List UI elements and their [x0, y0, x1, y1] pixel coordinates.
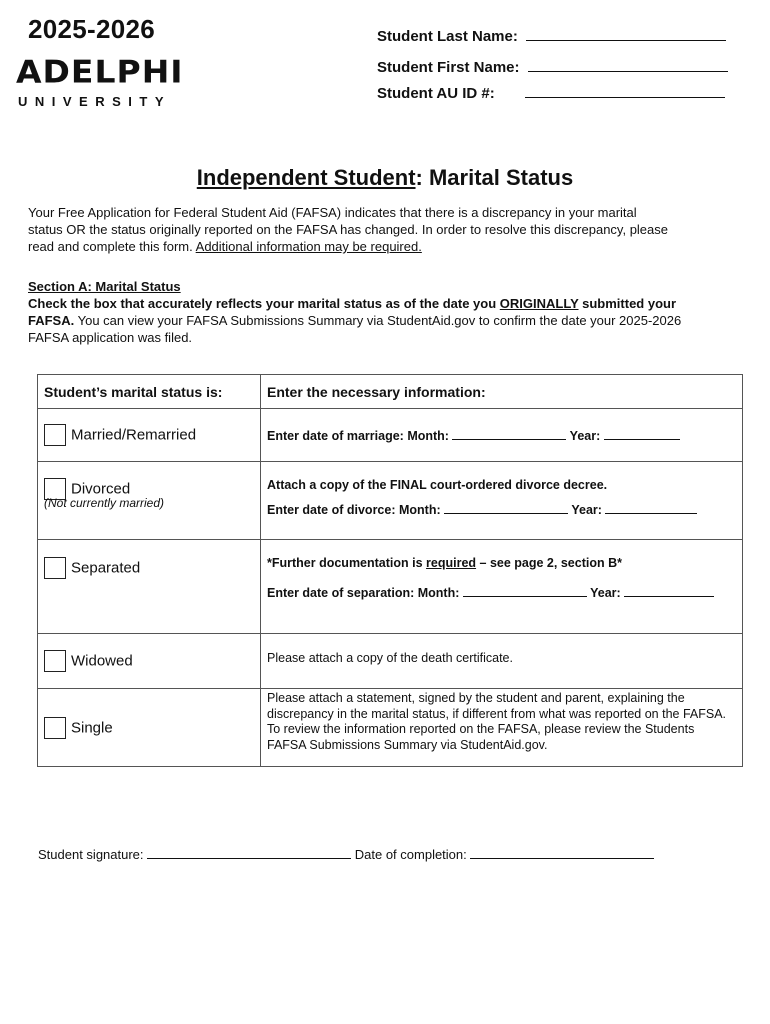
row-separated — [38, 540, 743, 634]
university-logo-subtitle: UNIVERSITY — [18, 94, 172, 109]
separated-month-label: Enter date of separation: Month: — [267, 586, 463, 600]
divorced-month-label: Enter date of divorce: Month: — [267, 503, 445, 517]
married-checkbox[interactable] — [44, 424, 66, 446]
intro-paragraph — [28, 204, 668, 255]
single-checkbox[interactable] — [44, 717, 66, 739]
divorced-year-label: Year: — [568, 503, 606, 517]
divorced-label: Divorced — [71, 480, 131, 498]
married-month-input[interactable] — [452, 427, 566, 440]
date-label: Date of completion: — [351, 847, 471, 862]
intro-text: Your Free Application for Federal Student Aid (FAFSA) indicates that there is a discrepancy in your marital status OR the status originally reported on the FAFSA has changed. In order to resolve this discrepancy, please read and complete this form. — [28, 205, 668, 254]
row-divorced — [38, 462, 743, 540]
section-a-originally: ORIGINALLY — [499, 296, 579, 311]
section-a-rest: You can view your FAFSA Submissions Summary via StudentAid.gov to confirm the date your 2025-2026 FAFSA application was filed. — [28, 313, 682, 345]
signature-input[interactable] — [147, 846, 351, 859]
university-logo: ADELPHI — [16, 52, 184, 91]
divorced-month-input[interactable] — [444, 501, 568, 514]
row-married — [38, 409, 743, 462]
widowed-label: Widowed — [71, 652, 133, 670]
signature-label: Student signature: — [38, 847, 148, 862]
separated-label: Separated — [71, 559, 141, 577]
separated-year-input[interactable] — [624, 584, 714, 597]
au-id-input[interactable] — [525, 83, 725, 98]
form-year: 2025-2026 — [28, 14, 156, 44]
col-header-status: Student’s marital status is: — [38, 375, 261, 409]
single-text: Please attach a statement, signed by the student and parent, explaining the discrepancy in the marital status, if different from what was reported on the FAFSA. To review the information reported on the FAFSA, please review the Students FAFSA Submissions Summary via StudentAid.gov. — [267, 691, 727, 752]
section-a — [28, 278, 708, 346]
last-name-field — [377, 26, 726, 45]
title-underlined: Independent Student — [196, 165, 416, 190]
last-name-label: Student Last Name: — [377, 28, 518, 45]
single-label: Single — [71, 719, 113, 736]
intro-underlined: Additional information may be required. — [195, 239, 422, 254]
row-widowed — [38, 634, 743, 689]
separated-month-input[interactable] — [463, 584, 587, 597]
title-rest: : Marital Status — [415, 165, 574, 190]
married-year-label: Year: — [566, 429, 604, 443]
married-month-label: Enter date of marriage: Month: — [267, 429, 453, 443]
au-id-field — [377, 83, 725, 102]
married-label: Married/Remarried — [71, 426, 197, 444]
divorced-year-input[interactable] — [605, 501, 697, 514]
first-name-field — [377, 57, 728, 76]
section-a-bold2: submitted your FAFSA. — [28, 296, 677, 328]
widowed-text: Please attach a copy of the death certificate. — [267, 651, 513, 665]
table-header-row — [38, 375, 743, 409]
page-title — [0, 165, 770, 191]
first-name-input[interactable] — [528, 57, 728, 72]
separated-checkbox[interactable] — [44, 557, 66, 579]
widowed-checkbox[interactable] — [44, 650, 66, 672]
separated-doc-part1: *Further documentation is — [267, 556, 427, 570]
separated-doc-required: required — [426, 556, 477, 570]
section-a-heading: Section A: Marital Status — [28, 279, 181, 294]
au-id-label: Student AU ID #: — [377, 85, 495, 102]
section-a-bold: Check the box that accurately reflects your marital status as of the date you — [28, 296, 500, 311]
divorced-attach-text: Attach a copy of the FINAL court-ordered divorce decree. — [267, 478, 608, 492]
row-single — [38, 689, 743, 767]
separated-doc-part2: – see page 2, section B* — [476, 556, 622, 570]
col-header-info: Enter the necessary information: — [261, 375, 743, 409]
marital-status-table — [37, 374, 743, 767]
signature-line — [38, 846, 654, 862]
divorced-note: (Not currently married) — [44, 496, 165, 510]
last-name-input[interactable] — [526, 26, 726, 41]
married-year-input[interactable] — [604, 427, 680, 440]
first-name-label: Student First Name: — [377, 59, 520, 76]
section-a-instructions — [28, 295, 708, 346]
separated-year-label: Year: — [586, 586, 625, 600]
separated-doc-text — [267, 556, 736, 570]
date-input[interactable] — [470, 846, 654, 859]
